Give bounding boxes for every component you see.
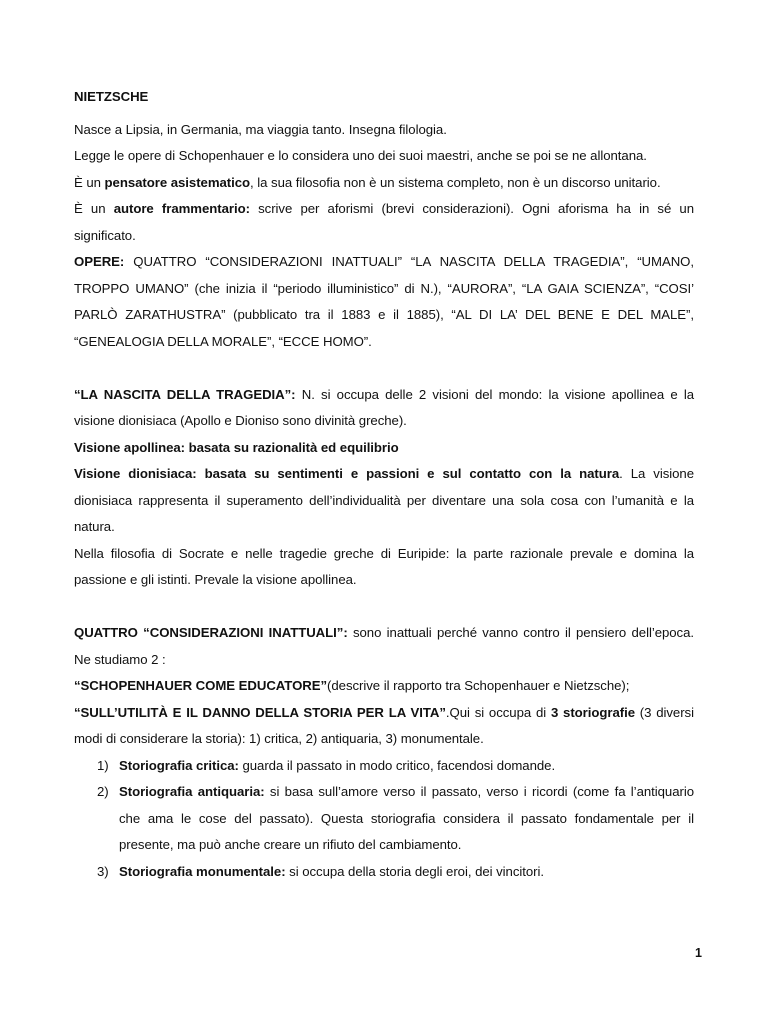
section-heading-tragedia: “LA NASCITA DELLA TRAGEDIA”:: [74, 386, 296, 402]
paragraph-tragedia: “LA NASCITA DELLA TRAGEDIA”: N. si occupa delle 2 visioni del mondo: la visione apollinea e la visione dionisiaca (Apollo e Dioniso sono divinità greche).: [74, 386, 695, 428]
list-item: 3) Storiografia monumentale: si occupa della storia degli eroi, dei vincitori.: [97, 863, 544, 879]
spacer: [74, 355, 694, 382]
list-item: 1) Storiografia critica: guarda il passato in modo critico, facendosi domande.: [97, 757, 556, 773]
paragraph-apollinea: Visione apollinea: basata su razionalità ed equilibrio: [74, 439, 399, 455]
page-title: NIETZSCHE: [74, 89, 149, 104]
paragraph-frammentario: È un autore frammentario: scrive per aforismi (brevi considerazioni). Ogni aforisma ha in sé un significato.: [74, 201, 695, 243]
paragraph-dionisiaca: Visione dionisiaca: basata su sentimenti e passioni e sul contatto con la natura. La visione dionisiaca rappresenta il superamento dell’individualità per diventare una sola cosa con l’umanità e la natura.: [74, 466, 694, 534]
paragraph-socrate: Nella filosofia di Socrate e nelle tragedie greche di Euripide: la parte razionale prevale e domina la passione e gli istinti. Prevale la visione apollinea.: [74, 545, 694, 587]
spacer: [74, 594, 694, 621]
paragraph-schopenhauer-educatore: “SCHOPENHAUER COME EDUCATORE”(descrive il rapporto tra Schopenhauer e Nietzsche);: [74, 678, 630, 693]
bold-term: pensatore asistematico: [104, 174, 251, 190]
page-number: 1: [695, 946, 702, 960]
section-heading-inattuali: QUATTRO “CONSIDERAZIONI INATTUALI”:: [74, 625, 348, 640]
opere-label: OPERE:: [74, 254, 125, 269]
list-item: 2) Storiografia antiquaria: si basa sull’amore verso il passato, verso i ricordi (come fa l’antiquario che ama le cose del passato). Questa storiografia considera il passato fondamentale per il presente, ma può anche creare un rifiuto del cambiamento.: [97, 784, 694, 852]
paragraph-birth: Nasce a Lipsia, in Germania, ma viaggia tanto. Insegna filologia.: [74, 121, 447, 137]
paragraph-inattuali: QUATTRO “CONSIDERAZIONI INATTUALI”: sono inattuali perché vanno contro il pensiero dell’epoca. Ne studiamo 2 :: [74, 625, 695, 667]
paragraph-utilita-storia: “SULL’UTILITÀ E IL DANNO DELLA STORIA PER LA VITA”.Qui si occupa di 3 storiografie (3 diversi modi di considerare la storia): 1) critica, 2) antiquaria, 3) monumentale.: [74, 704, 694, 746]
paragraph-opere: OPERE: QUATTRO “CONSIDERAZIONI INATTUALI” “LA NASCITA DELLA TRAGEDIA”, “UMANO, TROPPO UMANO” (che inizia il “periodo illuministico” di N.), “AURORA”, “LA GAIA SCIENZA”, “COSI’ PARLÒ ZARATHUSTRA” (pubblicato tra il 1883 e il 1885), “AL DI LA’ DEL BENE E DEL MALE”, “GENEALOGIA DELLA MORALE”, “ECCE HOMO”.: [74, 254, 694, 349]
document-body: [74, 84, 694, 885]
storiografie-list: [74, 753, 694, 886]
bold-term: autore frammentario:: [113, 201, 250, 216]
paragraph-schopenhauer: Legge le opere di Schopenhauer e lo considera uno dei suoi maestri, anche se poi se ne allontana.: [74, 148, 647, 163]
paragraph-asistematico: È un pensatore asistematico, la sua filosofia non è un sistema completo, non è un discorso unitario.: [74, 174, 661, 190]
